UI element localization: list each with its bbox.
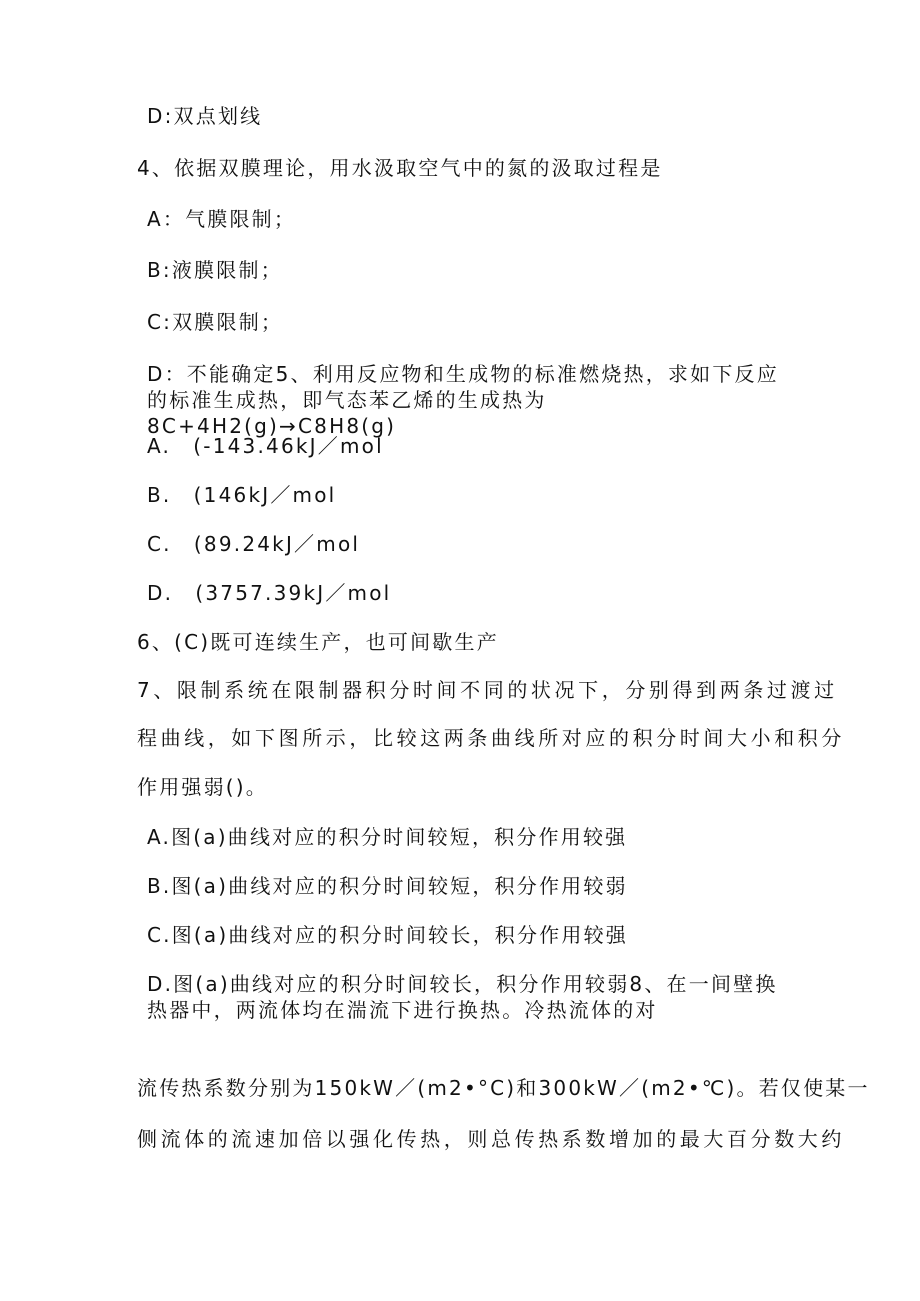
question-8-line-2: 流传热系数分别为150kW／(m2•°C)和300kW／(m2•℃)。若仅使某一	[137, 1076, 870, 1100]
option-c-q4: C:双膜限制；	[147, 310, 284, 334]
option-d-q5: D. (3757.39kJ／mol	[147, 581, 392, 605]
option-b-q7: B.图(a)曲线对应的积分时间较短，积分作用较弱	[147, 874, 628, 898]
option-b-q5: B. (146kJ／mol	[147, 483, 337, 507]
question-4: 4、依据双膜理论，用水汲取空气中的氮的汲取过程是	[137, 156, 663, 180]
option-a-q7: A.图(a)曲线对应的积分时间较短，积分作用较强	[147, 825, 628, 849]
question-7-line-2: 程曲线，如下图所示，比较这两条曲线所对应的积分时间大小和积分	[137, 726, 845, 750]
option-a-q4: A：气膜限制；	[147, 207, 297, 231]
option-c-q7: C.图(a)曲线对应的积分时间较长，积分作用较强	[147, 923, 628, 947]
option-d-q4-and-question-5: D：不能确定5、利用反应物和生成物的标准燃烧热，求如下反应的标准生成热，即气态苯乙烯的生成热为8C+4H2(g)→C8H8(g)	[147, 362, 779, 438]
option-d-q7-and-question-8: D.图(a)曲线对应的积分时间较长，积分作用较弱8、在一间壁换热器中，两流体均在湍流下进行换热。冷热流体的对	[147, 972, 778, 1022]
option-a-q5: A. (-143.46kJ／mol	[147, 434, 384, 458]
option-b-q4: B:液膜限制；	[147, 258, 283, 282]
option-d-q3: D:双点划线	[147, 104, 263, 128]
option-c-q5: C. (89.24kJ／mol	[147, 532, 361, 556]
question-7-line-3: 作用强弱()。	[137, 775, 269, 799]
question-6: 6、(C)既可连续生产，也可间歇生产	[137, 630, 499, 654]
question-8-line-3: 侧流体的流速加倍以强化传热，则总传热系数增加的最大百分数大约	[137, 1127, 845, 1151]
question-7-line-1: 7、限制系统在限制器积分时间不同的状况下，分别得到两条过渡过	[137, 678, 838, 702]
